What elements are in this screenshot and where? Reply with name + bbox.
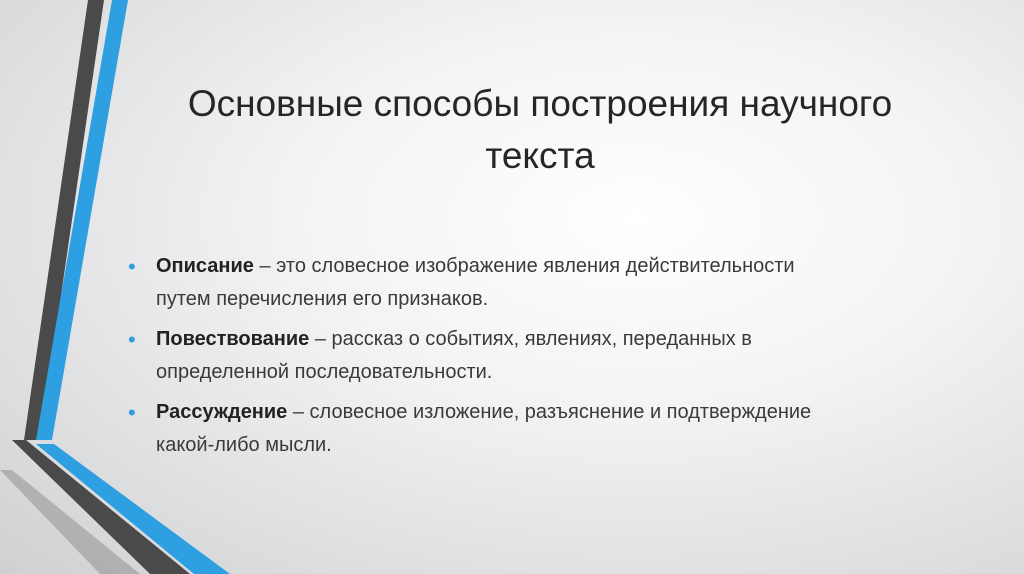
list-item [128,396,928,462]
bullet-text: – это словесное изображение явления действительности [253,255,795,277]
bullet-term: Рассуждение [156,401,288,423]
bullet-icon: • [128,400,136,425]
bullet-line-1 [156,396,928,429]
bullet-line-1 [156,323,928,356]
bullet-line-2: какой-либо мысли. [156,434,332,456]
bullet-line-1 [156,250,928,283]
dark-stripe [24,0,104,440]
title-line-1: Основные способы построения научного [187,83,893,124]
bullet-text: – рассказ о событиях, явлениях, переданных в [309,328,752,350]
list-item [128,250,928,316]
bullet-icon: • [128,254,136,279]
bullet-list [128,250,928,469]
bullet-term: Повествование [156,328,310,350]
bullet-line-2: определенной последовательности. [156,361,493,383]
bullet-line-2: путем перечисления его признаков. [156,288,489,310]
list-item [128,323,928,389]
slide-title [140,78,940,182]
bullet-term: Описание [156,255,254,277]
bullet-text: – словесное изложение, разъяснение и подтверждение [287,401,812,423]
bullet-icon: • [128,327,136,352]
title-line-2: текста [485,135,595,176]
